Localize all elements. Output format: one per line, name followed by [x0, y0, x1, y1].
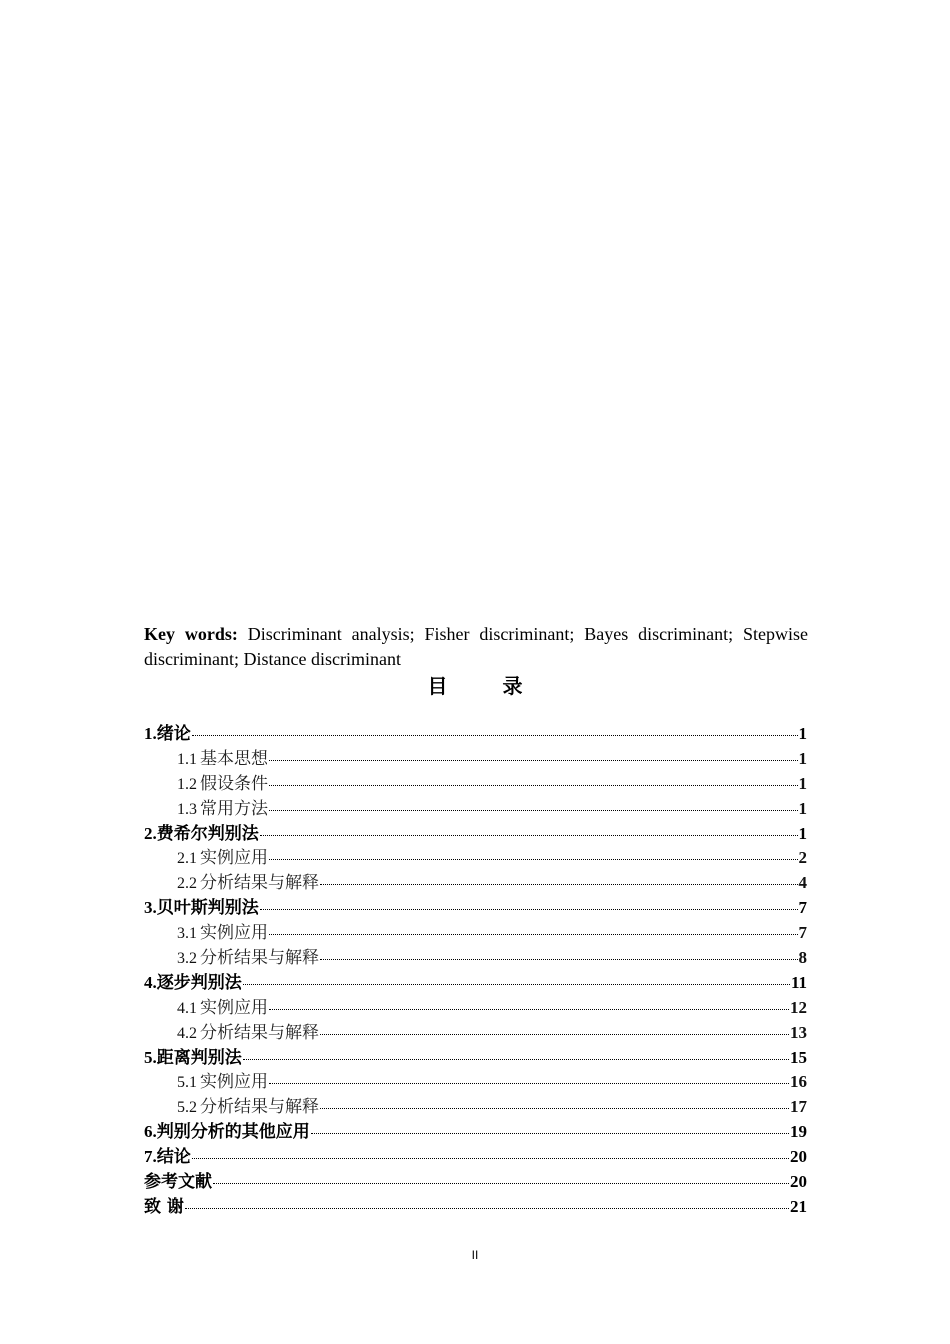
table-of-contents: [144, 722, 807, 1220]
toc-section-entry[interactable]: [144, 1021, 807, 1046]
toc-entry-number: 1.2: [177, 775, 197, 793]
toc-section-entry[interactable]: [144, 1095, 807, 1120]
toc-entry-number: 4.: [144, 972, 157, 992]
toc-entry-page: 8: [798, 948, 807, 968]
toc-entry-number: 1.: [144, 724, 157, 743]
toc-dot-leader: [269, 1082, 789, 1084]
toc-dot-leader: [269, 858, 798, 860]
keywords-label: Key words:: [144, 624, 238, 644]
toc-entry-page: 17: [790, 1097, 807, 1117]
toc-dot-leader: [311, 1132, 789, 1134]
toc-dot-leader: [269, 933, 798, 935]
toc-section-entry[interactable]: [144, 996, 807, 1021]
toc-entry-page: 16: [790, 1072, 807, 1092]
toc-entry-page: 11: [790, 972, 807, 992]
toc-entry-number: 1.3: [177, 800, 197, 818]
toc-section-entry[interactable]: [144, 747, 807, 772]
toc-entry-label: 分析结果与解释: [200, 1022, 319, 1043]
toc-entry-label: 实例应用: [200, 923, 268, 944]
toc-dot-leader: [260, 908, 798, 910]
toc-entry-number: 5.2: [177, 1099, 197, 1117]
keywords-paragraph: [144, 622, 808, 672]
toc-entry-number: 2.2: [177, 875, 197, 893]
toc-entry-page: 1: [798, 773, 807, 793]
toc-chapter-entry[interactable]: [144, 722, 807, 747]
toc-entry-label: 分析结果与解释: [200, 948, 319, 969]
toc-dot-leader: [260, 834, 798, 836]
toc-entry-number: 5.1: [177, 1074, 197, 1092]
toc-entry-label: 常用方法: [200, 798, 268, 819]
toc-entry-number: 1.1: [177, 750, 197, 768]
toc-entry-number: 4.1: [177, 999, 197, 1017]
toc-chapter-entry[interactable]: [144, 1195, 807, 1220]
toc-entry-page: 4: [798, 873, 807, 893]
toc-chapter-entry[interactable]: [144, 1120, 807, 1145]
toc-entry-page: 21: [790, 1196, 807, 1216]
toc-entry-label: 逐步判别法: [156, 972, 242, 993]
toc-dot-leader: [320, 1033, 789, 1035]
toc-entry-label: 分析结果与解释: [200, 1097, 319, 1118]
toc-entry-number: 4.2: [177, 1024, 197, 1042]
toc-entry-page: 20: [790, 1172, 807, 1192]
toc-entry-number: 5.: [144, 1047, 157, 1067]
toc-entry-number: 2.: [144, 823, 157, 843]
toc-entry-page: 7: [798, 923, 807, 943]
toc-entry-label: 绪论: [156, 724, 191, 744]
toc-entry-label: 判别分析的其他应用: [156, 1122, 310, 1143]
keywords-text: Discriminant analysis; Fisher discriminant; Bayes discriminant; Stepwise discriminant; Distance discriminant: [144, 624, 808, 669]
toc-section-entry[interactable]: [144, 797, 807, 822]
toc-entry-label: 结论: [156, 1147, 191, 1168]
toc-entry-page: 19: [790, 1122, 807, 1142]
toc-entry-page: 1: [798, 798, 807, 818]
toc-section-entry[interactable]: [144, 846, 807, 871]
toc-entry-label: 实例应用: [200, 997, 268, 1018]
toc-dot-leader: [269, 759, 798, 761]
toc-entry-label: 实例应用: [200, 848, 268, 869]
toc-entry-page: 2: [798, 848, 807, 868]
toc-chapter-entry[interactable]: [144, 1145, 807, 1170]
toc-dot-leader: [320, 1107, 789, 1109]
toc-entry-number: 2.1: [177, 850, 197, 868]
toc-entry-page: 15: [790, 1047, 807, 1067]
page-number: II: [471, 1248, 479, 1262]
toc-entry-label: 实例应用: [200, 1072, 268, 1093]
toc-section-entry[interactable]: [144, 871, 807, 896]
toc-entry-number: 3.1: [177, 925, 197, 943]
toc-entry-number: 3.: [144, 898, 157, 918]
toc-dot-leader: [192, 1157, 789, 1159]
toc-entry-page: 1: [798, 748, 807, 768]
toc-dot-leader: [243, 983, 790, 985]
toc-chapter-entry[interactable]: [144, 896, 807, 921]
toc-chapter-entry[interactable]: [144, 971, 807, 996]
toc-chapter-entry[interactable]: [144, 1170, 807, 1195]
toc-entry-label: 费希尔判别法: [156, 823, 259, 844]
toc-entry-label: 距离判别法: [156, 1047, 242, 1068]
toc-entry-label: 致 谢: [144, 1196, 184, 1217]
toc-dot-leader: [320, 958, 798, 960]
toc-entry-page: 7: [798, 898, 807, 918]
toc-entry-label: 分析结果与解释: [200, 873, 319, 894]
toc-dot-leader: [213, 1182, 789, 1184]
toc-entry-number: 7.: [144, 1147, 157, 1167]
toc-dot-leader: [269, 784, 798, 786]
toc-dot-leader: [269, 1008, 789, 1010]
toc-entry-label: 假设条件: [200, 773, 268, 794]
toc-entry-page: 12: [790, 997, 807, 1017]
toc-dot-leader: [192, 734, 798, 736]
toc-section-entry[interactable]: [144, 921, 807, 946]
toc-dot-leader: [243, 1058, 789, 1060]
toc-chapter-entry[interactable]: [144, 822, 807, 847]
toc-entry-number: 6.: [144, 1122, 157, 1142]
toc-entry-page: 20: [790, 1147, 807, 1167]
toc-dot-leader: [269, 809, 798, 811]
toc-title: 目 录: [427, 674, 547, 698]
toc-entry-label: 参考文献: [144, 1172, 212, 1193]
toc-dot-leader: [320, 883, 798, 885]
toc-section-entry[interactable]: [144, 1070, 807, 1095]
toc-section-entry[interactable]: [144, 772, 807, 797]
toc-entry-page: 13: [790, 1022, 807, 1042]
toc-chapter-entry[interactable]: [144, 1046, 807, 1071]
toc-dot-leader: [185, 1207, 789, 1209]
toc-section-entry[interactable]: [144, 946, 807, 971]
toc-entry-label: 基本思想: [200, 748, 268, 769]
toc-entry-number: 3.2: [177, 950, 197, 968]
toc-entry-page: 1: [798, 724, 807, 743]
toc-entry-label: 贝叶斯判别法: [156, 898, 259, 919]
toc-entry-page: 1: [798, 823, 807, 843]
